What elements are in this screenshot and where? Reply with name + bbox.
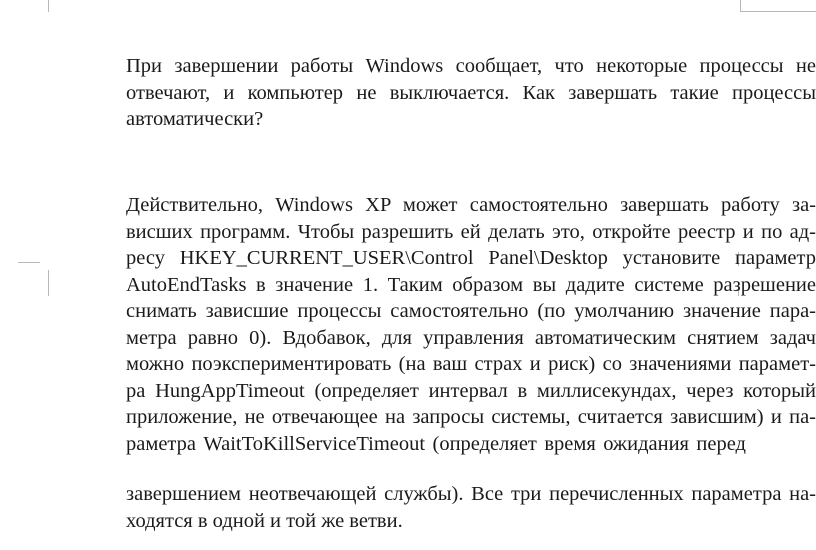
margin-mark-left-vertical bbox=[48, 270, 49, 296]
paragraph-line: можно поэкспериментировать (на ваш страх и риск) со значениями парамет- bbox=[126, 353, 816, 375]
paragraph-line: отвечают, и компьютер не выключается. Как завершать такие процессы bbox=[126, 81, 816, 104]
paragraph-line: AutoEndTasks в значение 1. Таким образом вы дадите системе разрешение bbox=[126, 273, 816, 296]
paragraph-line: ходятся в одной и той же ветви. bbox=[126, 509, 403, 532]
margin-mark-left-horizontal bbox=[18, 262, 40, 263]
paragraph-line: раметра WaitToKillServiceTimeout (определяет время ожидания перед bbox=[126, 432, 746, 455]
paragraph-line: При завершении работы Windows сообщает, что некоторые процессы не bbox=[126, 55, 816, 77]
paragraph-line: ра HungAppTimeout (определяет интервал в миллисекундах, через который bbox=[126, 379, 816, 402]
paragraph-line: висших программ. Чтобы разрешить ей делать это, откройте реестр и по ад- bbox=[126, 220, 816, 243]
paragraph-line: приложение, не отвечающее на запросы системы, считается зависшим) и па- bbox=[126, 406, 816, 428]
crop-mark-top-right bbox=[740, 11, 816, 12]
paragraph-line: снимать зависшие процессы самостоятельно (по умолчанию значение пара- bbox=[126, 300, 816, 322]
question-paragraph bbox=[126, 53, 816, 133]
answer-paragraph-continuation bbox=[126, 481, 816, 534]
crop-mark-top-left bbox=[48, 0, 49, 12]
paragraph-line: завершением неотвечающей службы). Все три перечисленных параметра на- bbox=[126, 483, 816, 505]
paragraph-line: ресу HKEY_CURRENT_USER\Control Panel\Desktop установите параметр bbox=[126, 247, 816, 269]
answer-paragraph bbox=[126, 192, 816, 457]
paragraph-line: Действительно, Windows XP может самостоятельно завершать работу за- bbox=[126, 194, 816, 216]
paragraph-line: метра равно 0). Вдобавок, для управления автоматическим снятием задач bbox=[126, 326, 816, 349]
crop-mark-top-right-v bbox=[740, 0, 741, 12]
paragraph-line: автоматически? bbox=[126, 108, 264, 130]
